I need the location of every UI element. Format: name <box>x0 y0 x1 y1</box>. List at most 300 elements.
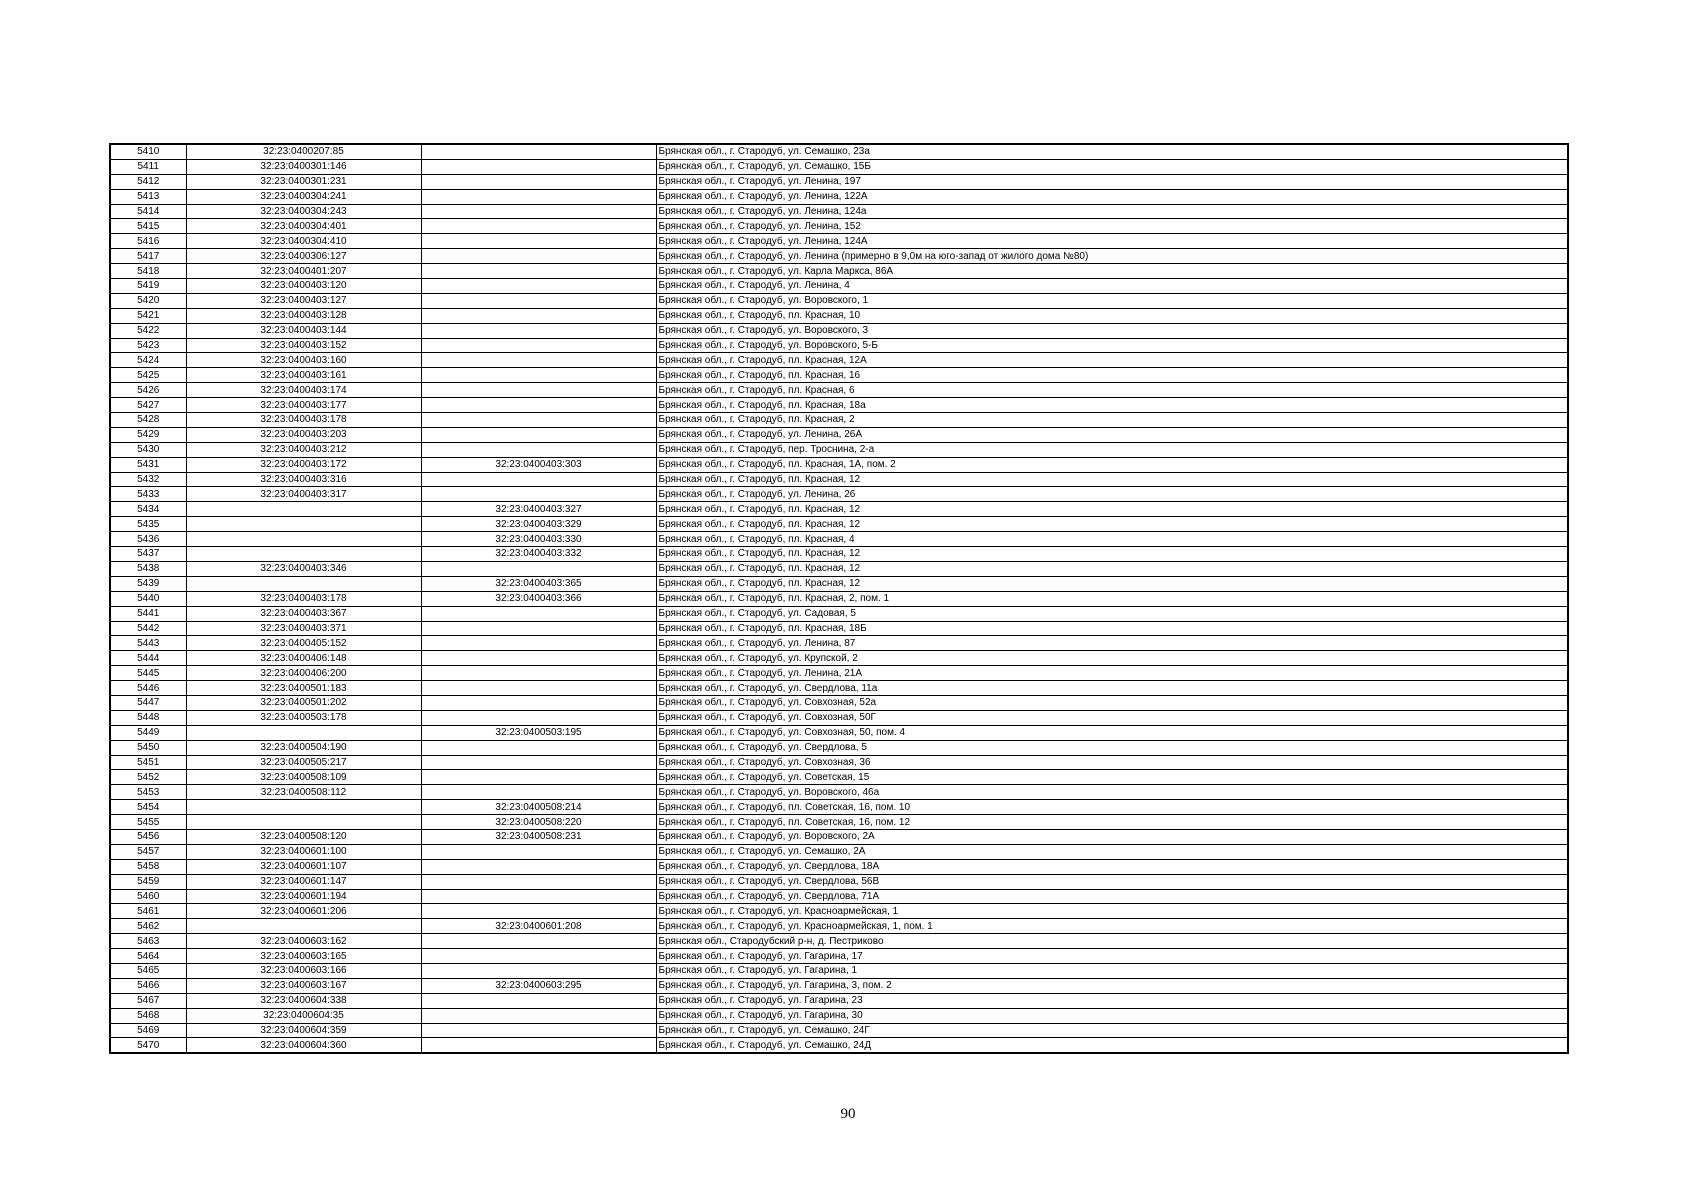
address-cell: Брянская обл., г. Стародуб, пл. Красная, 12 <box>656 576 1568 591</box>
table-row <box>110 427 1568 442</box>
premises-number-cell: 32:23:0400508:214 <box>421 800 656 815</box>
cadastral-number-cell: 32:23:0400403:172 <box>186 457 421 472</box>
row-number-cell: 5422 <box>110 323 186 338</box>
table-row <box>110 561 1568 576</box>
table-row <box>110 681 1568 696</box>
table-row <box>110 993 1568 1008</box>
row-number-cell: 5445 <box>110 666 186 681</box>
cadastral-number-cell: 32:23:0400501:183 <box>186 681 421 696</box>
cadastral-number-cell <box>186 800 421 815</box>
address-cell: Брянская обл., г. Стародуб, пер. Троснина, 2-а <box>656 442 1568 457</box>
table-row <box>110 666 1568 681</box>
premises-number-cell <box>421 1008 656 1023</box>
row-number-cell: 5449 <box>110 725 186 740</box>
address-cell: Брянская обл., г. Стародуб, ул. Ленина, 124а <box>656 204 1568 219</box>
premises-number-cell <box>421 234 656 249</box>
table-row <box>110 219 1568 234</box>
page-number: 90 <box>840 1106 856 1122</box>
row-number-cell: 5467 <box>110 993 186 1008</box>
address-cell: Брянская обл., г. Стародуб, ул. Крупской, 2 <box>656 651 1568 666</box>
row-number-cell: 5440 <box>110 591 186 606</box>
premises-number-cell <box>421 666 656 681</box>
table-row <box>110 383 1568 398</box>
row-number-cell: 5465 <box>110 963 186 978</box>
address-cell: Брянская обл., г. Стародуб, ул. Гагарина, 30 <box>656 1008 1568 1023</box>
premises-number-cell <box>421 949 656 964</box>
address-cell: Брянская обл., г. Стародуб, ул. Воровского, 5-Б <box>656 338 1568 353</box>
address-cell: Брянская обл., г. Стародуб, ул. Свердлова, 71А <box>656 889 1568 904</box>
premises-number-cell <box>421 383 656 398</box>
row-number-cell: 5411 <box>110 159 186 174</box>
cadastral-number-cell: 32:23:0400304:241 <box>186 189 421 204</box>
cadastral-number-cell: 32:23:0400501:202 <box>186 695 421 710</box>
table-row <box>110 174 1568 189</box>
table-row <box>110 472 1568 487</box>
table-row <box>110 1038 1568 1053</box>
row-number-cell: 5444 <box>110 651 186 666</box>
table-row <box>110 770 1568 785</box>
premises-number-cell <box>421 889 656 904</box>
premises-number-cell <box>421 934 656 949</box>
address-cell: Брянская обл., г. Стародуб, ул. Ленина, 152 <box>656 219 1568 234</box>
address-cell: Брянская обл., г. Стародуб, пл. Красная, 6 <box>656 383 1568 398</box>
row-number-cell: 5427 <box>110 398 186 413</box>
cadastral-number-cell: 32:23:0400403:144 <box>186 323 421 338</box>
premises-number-cell: 32:23:0400403:329 <box>421 517 656 532</box>
cadastral-number-cell: 32:23:0400207:85 <box>186 144 421 159</box>
premises-number-cell <box>421 785 656 800</box>
premises-number-cell: 32:23:0400503:195 <box>421 725 656 740</box>
table-row <box>110 889 1568 904</box>
premises-number-cell: 32:23:0400601:208 <box>421 919 656 934</box>
address-cell: Брянская обл., г. Стародуб, пл. Красная, 12 <box>656 547 1568 562</box>
table-row <box>110 204 1568 219</box>
address-cell: Брянская обл., г. Стародуб, пл. Красная, 12 <box>656 517 1568 532</box>
premises-number-cell <box>421 963 656 978</box>
table-row <box>110 576 1568 591</box>
premises-number-cell <box>421 859 656 874</box>
address-cell: Брянская обл., г. Стародуб, ул. Ленина, 197 <box>656 174 1568 189</box>
property-registry-table <box>109 143 1569 1054</box>
row-number-cell: 5448 <box>110 710 186 725</box>
address-cell: Брянская обл., г. Стародуб, пл. Красная, 16 <box>656 368 1568 383</box>
cadastral-number-cell: 32:23:0400604:338 <box>186 993 421 1008</box>
address-cell: Брянская обл., г. Стародуб, пл. Красная, 10 <box>656 308 1568 323</box>
cadastral-number-cell <box>186 517 421 532</box>
row-number-cell: 5453 <box>110 785 186 800</box>
address-cell: Брянская обл., г. Стародуб, пл. Красная, 12 <box>656 561 1568 576</box>
cadastral-number-cell: 32:23:0400406:200 <box>186 666 421 681</box>
premises-number-cell <box>421 159 656 174</box>
address-cell: Брянская обл., г. Стародуб, пл. Красная, 12 <box>656 502 1568 517</box>
row-number-cell: 5452 <box>110 770 186 785</box>
row-number-cell: 5433 <box>110 487 186 502</box>
row-number-cell: 5464 <box>110 949 186 964</box>
table-row <box>110 755 1568 770</box>
address-cell: Брянская обл., г. Стародуб, ул. Ленина, 122А <box>656 189 1568 204</box>
row-number-cell: 5437 <box>110 547 186 562</box>
address-cell: Брянская обл., г. Стародуб, ул. Ленина, 4 <box>656 279 1568 294</box>
row-number-cell: 5414 <box>110 204 186 219</box>
premises-number-cell <box>421 740 656 755</box>
cadastral-number-cell: 32:23:0400304:410 <box>186 234 421 249</box>
table-row <box>110 308 1568 323</box>
address-cell: Брянская обл., г. Стародуб, пл. Советская, 16, пом. 10 <box>656 800 1568 815</box>
row-number-cell: 5430 <box>110 442 186 457</box>
row-number-cell: 5460 <box>110 889 186 904</box>
cadastral-number-cell: 32:23:0400403:127 <box>186 293 421 308</box>
row-number-cell: 5459 <box>110 874 186 889</box>
cadastral-number-cell: 32:23:0400504:190 <box>186 740 421 755</box>
address-cell: Брянская обл., г. Стародуб, ул. Гагарина, 17 <box>656 949 1568 964</box>
premises-number-cell <box>421 353 656 368</box>
cadastral-number-cell: 32:23:0400403:152 <box>186 338 421 353</box>
cadastral-number-cell: 32:23:0400403:316 <box>186 472 421 487</box>
row-number-cell: 5469 <box>110 1023 186 1038</box>
premises-number-cell <box>421 844 656 859</box>
address-cell: Брянская обл., г. Стародуб, ул. Совхозная, 36 <box>656 755 1568 770</box>
table-row <box>110 978 1568 993</box>
cadastral-number-cell: 32:23:0400403:178 <box>186 413 421 428</box>
address-cell: Брянская обл., г. Стародуб, пл. Красная, 2 <box>656 413 1568 428</box>
row-number-cell: 5425 <box>110 368 186 383</box>
premises-number-cell <box>421 323 656 338</box>
premises-number-cell <box>421 681 656 696</box>
cadastral-number-cell: 32:23:0400601:194 <box>186 889 421 904</box>
table-row <box>110 636 1568 651</box>
table-row <box>110 293 1568 308</box>
cadastral-number-cell: 32:23:0400403:346 <box>186 561 421 576</box>
premises-number-cell <box>421 144 656 159</box>
premises-number-cell <box>421 651 656 666</box>
row-number-cell: 5426 <box>110 383 186 398</box>
row-number-cell: 5441 <box>110 606 186 621</box>
premises-number-cell <box>421 204 656 219</box>
address-cell: Брянская обл., г. Стародуб, ул. Ленина (примерно в 9,0м на юго-запад от жилого дома №80) <box>656 249 1568 264</box>
premises-number-cell <box>421 1038 656 1053</box>
row-number-cell: 5410 <box>110 144 186 159</box>
table-row <box>110 949 1568 964</box>
cadastral-number-cell: 32:23:0400601:206 <box>186 904 421 919</box>
table-row <box>110 695 1568 710</box>
premises-number-cell: 32:23:0400403:366 <box>421 591 656 606</box>
premises-number-cell: 32:23:0400403:330 <box>421 532 656 547</box>
cadastral-number-cell <box>186 815 421 830</box>
premises-number-cell <box>421 308 656 323</box>
row-number-cell: 5413 <box>110 189 186 204</box>
cadastral-number-cell: 32:23:0400604:360 <box>186 1038 421 1053</box>
premises-number-cell <box>421 755 656 770</box>
cadastral-number-cell: 32:23:0400304:243 <box>186 204 421 219</box>
premises-number-cell <box>421 904 656 919</box>
cadastral-number-cell: 32:23:0400403:128 <box>186 308 421 323</box>
cadastral-number-cell: 32:23:0400508:120 <box>186 829 421 844</box>
table-row <box>110 279 1568 294</box>
row-number-cell: 5439 <box>110 576 186 591</box>
row-number-cell: 5415 <box>110 219 186 234</box>
premises-number-cell <box>421 710 656 725</box>
table-row <box>110 249 1568 264</box>
address-cell: Брянская обл., г. Стародуб, ул. Садовая, 5 <box>656 606 1568 621</box>
row-number-cell: 5420 <box>110 293 186 308</box>
cadastral-number-cell: 32:23:0400503:178 <box>186 710 421 725</box>
address-cell: Брянская обл., г. Стародуб, ул. Красноармейская, 1, пом. 1 <box>656 919 1568 934</box>
address-cell: Брянская обл., г. Стародуб, ул. Свердлова, 11а <box>656 681 1568 696</box>
premises-number-cell <box>421 472 656 487</box>
premises-number-cell: 32:23:0400403:365 <box>421 576 656 591</box>
row-number-cell: 5442 <box>110 621 186 636</box>
address-cell: Брянская обл., г. Стародуб, ул. Гагарина, 23 <box>656 993 1568 1008</box>
premises-number-cell: 32:23:0400508:231 <box>421 829 656 844</box>
address-cell: Брянская обл., г. Стародуб, ул. Совхозная, 50, пом. 4 <box>656 725 1568 740</box>
table-row <box>110 919 1568 934</box>
cadastral-number-cell: 32:23:0400301:146 <box>186 159 421 174</box>
table-row <box>110 517 1568 532</box>
premises-number-cell <box>421 398 656 413</box>
row-number-cell: 5412 <box>110 174 186 189</box>
table-row <box>110 591 1568 606</box>
table-row <box>110 874 1568 889</box>
address-cell: Брянская обл., г. Стародуб, ул. Семашко, 15Б <box>656 159 1568 174</box>
cadastral-number-cell <box>186 502 421 517</box>
row-number-cell: 5424 <box>110 353 186 368</box>
address-cell: Брянская обл., г. Стародуб, ул. Семашко, 24Д <box>656 1038 1568 1053</box>
address-cell: Брянская обл., г. Стародуб, пл. Красная, 12А <box>656 353 1568 368</box>
address-cell: Брянская обл., г. Стародуб, пл. Советская, 16, пом. 12 <box>656 815 1568 830</box>
row-number-cell: 5438 <box>110 561 186 576</box>
row-number-cell: 5419 <box>110 279 186 294</box>
row-number-cell: 5417 <box>110 249 186 264</box>
cadastral-number-cell: 32:23:0400508:109 <box>186 770 421 785</box>
cadastral-number-cell: 32:23:0400505:217 <box>186 755 421 770</box>
cadastral-number-cell: 32:23:0400403:160 <box>186 353 421 368</box>
table-row <box>110 442 1568 457</box>
premises-number-cell <box>421 993 656 1008</box>
table-row <box>110 904 1568 919</box>
premises-number-cell <box>421 487 656 502</box>
row-number-cell: 5466 <box>110 978 186 993</box>
premises-number-cell <box>421 413 656 428</box>
address-cell: Брянская обл., г. Стародуб, ул. Свердлова, 18А <box>656 859 1568 874</box>
cadastral-number-cell: 32:23:0400403:161 <box>186 368 421 383</box>
cadastral-number-cell: 32:23:0400603:162 <box>186 934 421 949</box>
table-row <box>110 144 1568 159</box>
table-row <box>110 785 1568 800</box>
premises-number-cell <box>421 561 656 576</box>
row-number-cell: 5457 <box>110 844 186 859</box>
table-row <box>110 963 1568 978</box>
address-cell: Брянская обл., г. Стародуб, ул. Свердлова, 56В <box>656 874 1568 889</box>
row-number-cell: 5423 <box>110 338 186 353</box>
table-row <box>110 413 1568 428</box>
address-cell: Брянская обл., г. Стародуб, ул. Воровского, 1 <box>656 293 1568 308</box>
table-row <box>110 1008 1568 1023</box>
registry-body <box>110 144 1568 1053</box>
table-row <box>110 547 1568 562</box>
row-number-cell: 5462 <box>110 919 186 934</box>
premises-number-cell <box>421 249 656 264</box>
cadastral-number-cell: 32:23:0400403:178 <box>186 591 421 606</box>
premises-number-cell <box>421 293 656 308</box>
premises-number-cell <box>421 606 656 621</box>
address-cell: Брянская обл., г. Стародуб, ул. Ленина, 87 <box>656 636 1568 651</box>
cadastral-number-cell: 32:23:0400603:165 <box>186 949 421 964</box>
address-cell: Брянская обл., г. Стародуб, ул. Семашко, 23а <box>656 144 1568 159</box>
address-cell: Брянская обл., г. Стародуб, ул. Воровского, 3 <box>656 323 1568 338</box>
cadastral-number-cell <box>186 725 421 740</box>
row-number-cell: 5431 <box>110 457 186 472</box>
premises-number-cell: 32:23:0400508:220 <box>421 815 656 830</box>
premises-number-cell <box>421 189 656 204</box>
premises-number-cell: 32:23:0400603:295 <box>421 978 656 993</box>
address-cell: Брянская обл., г. Стародуб, ул. Гагарина, 3, пом. 2 <box>656 978 1568 993</box>
cadastral-number-cell: 32:23:0400604:359 <box>186 1023 421 1038</box>
table-row <box>110 502 1568 517</box>
address-cell: Брянская обл., г. Стародуб, ул. Карла Маркса, 86А <box>656 264 1568 279</box>
row-number-cell: 5435 <box>110 517 186 532</box>
cadastral-number-cell: 32:23:0400405:152 <box>186 636 421 651</box>
cadastral-number-cell <box>186 576 421 591</box>
address-cell: Брянская обл., г. Стародуб, пл. Красная, 18Б <box>656 621 1568 636</box>
cadastral-number-cell: 32:23:0400601:107 <box>186 859 421 874</box>
address-cell: Брянская обл., г. Стародуб, пл. Красная, 18а <box>656 398 1568 413</box>
premises-number-cell <box>421 636 656 651</box>
row-number-cell: 5463 <box>110 934 186 949</box>
row-number-cell: 5421 <box>110 308 186 323</box>
premises-number-cell <box>421 338 656 353</box>
row-number-cell: 5456 <box>110 829 186 844</box>
cadastral-number-cell: 32:23:0400304:401 <box>186 219 421 234</box>
address-cell: Брянская обл., г. Стародуб, ул. Ленина, 26 <box>656 487 1568 502</box>
table-row <box>110 159 1568 174</box>
premises-number-cell <box>421 442 656 457</box>
address-cell: Брянская обл., Стародубский р-н, д. Пестриково <box>656 934 1568 949</box>
premises-number-cell <box>421 874 656 889</box>
table-row <box>110 338 1568 353</box>
address-cell: Брянская обл., г. Стародуб, ул. Свердлова, 5 <box>656 740 1568 755</box>
address-cell: Брянская обл., г. Стародуб, ул. Семашко, 2А <box>656 844 1568 859</box>
cadastral-number-cell: 32:23:0400603:166 <box>186 963 421 978</box>
cadastral-number-cell <box>186 532 421 547</box>
address-cell: Брянская обл., г. Стародуб, ул. Советская, 15 <box>656 770 1568 785</box>
cadastral-number-cell: 32:23:0400403:212 <box>186 442 421 457</box>
row-number-cell: 5428 <box>110 413 186 428</box>
cadastral-number-cell: 32:23:0400403:120 <box>186 279 421 294</box>
address-cell: Брянская обл., г. Стародуб, ул. Совхозная, 52а <box>656 695 1568 710</box>
address-cell: Брянская обл., г. Стародуб, ул. Воровского, 46а <box>656 785 1568 800</box>
premises-number-cell <box>421 427 656 442</box>
table-row <box>110 740 1568 755</box>
row-number-cell: 5454 <box>110 800 186 815</box>
table-row <box>110 353 1568 368</box>
address-cell: Брянская обл., г. Стародуб, ул. Ленина, 124А <box>656 234 1568 249</box>
cadastral-number-cell <box>186 547 421 562</box>
table-row <box>110 829 1568 844</box>
premises-number-cell <box>421 368 656 383</box>
table-row <box>110 532 1568 547</box>
premises-number-cell: 32:23:0400403:332 <box>421 547 656 562</box>
table-row <box>110 844 1568 859</box>
address-cell: Брянская обл., г. Стародуб, ул. Совхозная, 50Г <box>656 710 1568 725</box>
row-number-cell: 5429 <box>110 427 186 442</box>
cadastral-number-cell: 32:23:0400403:317 <box>186 487 421 502</box>
table-row <box>110 800 1568 815</box>
row-number-cell: 5470 <box>110 1038 186 1053</box>
cadastral-number-cell: 32:23:0400306:127 <box>186 249 421 264</box>
table-row <box>110 710 1568 725</box>
table-row <box>110 189 1568 204</box>
table-row <box>110 815 1568 830</box>
cadastral-number-cell: 32:23:0400401:207 <box>186 264 421 279</box>
table-row <box>110 934 1568 949</box>
premises-number-cell <box>421 174 656 189</box>
premises-number-cell <box>421 770 656 785</box>
cadastral-number-cell: 32:23:0400508:112 <box>186 785 421 800</box>
premises-number-cell <box>421 695 656 710</box>
premises-number-cell: 32:23:0400403:327 <box>421 502 656 517</box>
table-row <box>110 1023 1568 1038</box>
row-number-cell: 5432 <box>110 472 186 487</box>
premises-number-cell <box>421 264 656 279</box>
cadastral-number-cell <box>186 919 421 934</box>
table-row <box>110 457 1568 472</box>
cadastral-number-cell: 32:23:0400604:35 <box>186 1008 421 1023</box>
row-number-cell: 5461 <box>110 904 186 919</box>
address-cell: Брянская обл., г. Стародуб, ул. Красноармейская, 1 <box>656 904 1568 919</box>
table-row <box>110 368 1568 383</box>
cadastral-number-cell: 32:23:0400603:167 <box>186 978 421 993</box>
cadastral-number-cell: 32:23:0400406:148 <box>186 651 421 666</box>
cadastral-number-cell: 32:23:0400403:203 <box>186 427 421 442</box>
table-row <box>110 725 1568 740</box>
row-number-cell: 5436 <box>110 532 186 547</box>
row-number-cell: 5447 <box>110 695 186 710</box>
cadastral-number-cell: 32:23:0400403:177 <box>186 398 421 413</box>
row-number-cell: 5458 <box>110 859 186 874</box>
table-row <box>110 651 1568 666</box>
cadastral-number-cell: 32:23:0400301:231 <box>186 174 421 189</box>
table-row <box>110 487 1568 502</box>
premises-number-cell: 32:23:0400403:303 <box>421 457 656 472</box>
row-number-cell: 5446 <box>110 681 186 696</box>
cadastral-number-cell: 32:23:0400403:174 <box>186 383 421 398</box>
table-row <box>110 264 1568 279</box>
table-row <box>110 859 1568 874</box>
table-row <box>110 323 1568 338</box>
address-cell: Брянская обл., г. Стародуб, ул. Гагарина, 1 <box>656 963 1568 978</box>
premises-number-cell <box>421 279 656 294</box>
row-number-cell: 5451 <box>110 755 186 770</box>
table-row <box>110 621 1568 636</box>
table-row <box>110 234 1568 249</box>
address-cell: Брянская обл., г. Стародуб, ул. Ленина, 26А <box>656 427 1568 442</box>
address-cell: Брянская обл., г. Стародуб, пл. Красная, 12 <box>656 472 1568 487</box>
table-row <box>110 606 1568 621</box>
premises-number-cell <box>421 219 656 234</box>
row-number-cell: 5418 <box>110 264 186 279</box>
address-cell: Брянская обл., г. Стародуб, ул. Воровского, 2А <box>656 829 1568 844</box>
row-number-cell: 5434 <box>110 502 186 517</box>
cadastral-number-cell: 32:23:0400601:100 <box>186 844 421 859</box>
address-cell: Брянская обл., г. Стародуб, ул. Семашко, 24Г <box>656 1023 1568 1038</box>
address-cell: Брянская обл., г. Стародуб, пл. Красная, 1А, пом. 2 <box>656 457 1568 472</box>
address-cell: Брянская обл., г. Стародуб, пл. Красная, 4 <box>656 532 1568 547</box>
premises-number-cell <box>421 621 656 636</box>
row-number-cell: 5455 <box>110 815 186 830</box>
row-number-cell: 5450 <box>110 740 186 755</box>
cadastral-number-cell: 32:23:0400601:147 <box>186 874 421 889</box>
address-cell: Брянская обл., г. Стародуб, пл. Красная, 2, пом. 1 <box>656 591 1568 606</box>
